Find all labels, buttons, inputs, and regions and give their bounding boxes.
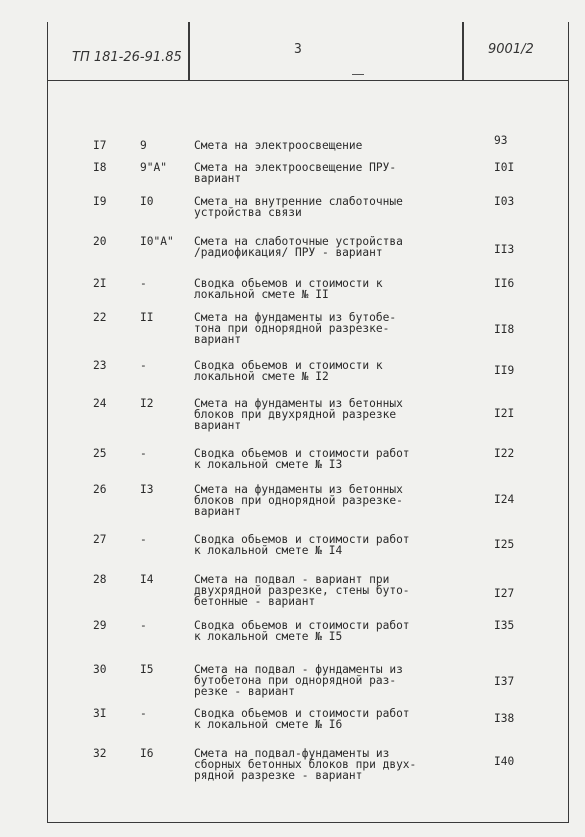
row-number: I9: [93, 195, 107, 208]
estimate-number: I0: [140, 195, 154, 208]
row-title-line: Смета на подвал - вариант при: [194, 573, 390, 586]
row-number: 23: [93, 359, 107, 372]
row-title-line: блоков при однорядной разрезке-: [194, 494, 403, 508]
row-number: 30: [93, 663, 107, 676]
row-title-line: локальной смете № I2: [194, 370, 329, 384]
page-dash: [352, 74, 364, 75]
estimate-number: -: [140, 277, 147, 290]
row-title: [194, 574, 456, 608]
document-sheet: [47, 22, 569, 823]
row-page: II3: [494, 243, 515, 256]
row-number: 29: [93, 619, 107, 632]
row-number: 28: [93, 573, 107, 586]
row-page: 93: [494, 134, 508, 147]
row-title-line: Сводка обьемов и стоимости к: [194, 359, 383, 372]
document-code: ТП 181-26-91.85: [72, 50, 182, 65]
row-title-line: Смета на подвал - фундаменты из: [194, 663, 403, 676]
row-title-line: локальной смете № II: [194, 288, 329, 302]
row-title-line: Смета на фундаменты из бетонных: [194, 483, 403, 496]
row-title: [194, 484, 456, 518]
row-title-line: Сводка обьемов и стоимости работ: [194, 707, 410, 720]
row-title-line: Сводка обьемов и стоимости работ: [194, 619, 410, 632]
row-title-line: Смета на подвал-фундаменты из: [194, 747, 390, 760]
row-title: [194, 398, 456, 432]
estimate-number: 9: [140, 139, 147, 152]
row-title-line: вариант: [194, 505, 242, 519]
row-number: 24: [93, 397, 107, 410]
row-title-line: к локальной смете № I4: [194, 544, 343, 558]
title-block-divider: [188, 22, 190, 80]
row-number: 26: [93, 483, 107, 496]
row-title-line: к локальной смете № I6: [194, 718, 343, 732]
row-title-line: устройства связи: [194, 206, 302, 220]
row-title-line: Смета на фундаменты из бутобе-: [194, 311, 397, 324]
row-title-line: резке - вариант: [194, 685, 296, 699]
row-page: I40: [494, 755, 515, 768]
row-page: I35: [494, 619, 515, 632]
row-title-line: Смета на электроосвещение: [194, 139, 363, 152]
row-number: 2I: [93, 277, 107, 290]
title-block: [48, 22, 568, 81]
estimate-number: -: [140, 533, 147, 546]
row-title-line: блоков при двухрядной разрезке: [194, 408, 397, 422]
row-number: 22: [93, 311, 107, 324]
row-page: I03: [494, 195, 515, 208]
row-title: [194, 620, 456, 642]
row-number: I7: [93, 139, 107, 152]
row-title-line: вариант: [194, 172, 242, 186]
row-title-line: Сводка обьемов и стоимости работ: [194, 533, 410, 546]
row-title: [194, 162, 456, 184]
estimate-number: -: [140, 707, 147, 720]
row-page: II8: [494, 323, 515, 336]
row-title-line: бетонные - вариант: [194, 595, 316, 609]
page-number: 3: [294, 42, 302, 57]
row-title: [194, 236, 456, 258]
row-title-line: Сводка обьемов и стоимости к: [194, 277, 383, 290]
estimate-number: I4: [140, 573, 154, 586]
row-title: [194, 748, 456, 782]
row-title-line: сборных бетонных блоков при двух-: [194, 758, 417, 772]
estimate-number: I2: [140, 397, 154, 410]
row-title: [194, 708, 456, 730]
estimate-number: I5: [140, 663, 154, 676]
row-number: 32: [93, 747, 107, 760]
row-title: [194, 140, 456, 151]
row-title-line: к локальной смете № I5: [194, 630, 343, 644]
estimate-number: I6: [140, 747, 154, 760]
estimate-number: -: [140, 619, 147, 632]
document-number: 9001/2: [488, 42, 534, 57]
row-title-line: Смета на фундаменты из бетонных: [194, 397, 403, 410]
row-page: I38: [494, 712, 515, 725]
estimate-number: I0"А": [140, 235, 174, 248]
row-title-line: вариант: [194, 333, 242, 347]
row-title-line: Смета на внутренние слаботочные: [194, 195, 403, 208]
estimate-number: -: [140, 359, 147, 372]
row-number: 20: [93, 235, 107, 248]
row-number: 25: [93, 447, 107, 460]
row-page: II6: [494, 277, 515, 290]
row-page: I25: [494, 538, 515, 551]
row-number: 27: [93, 533, 107, 546]
row-page: I24: [494, 493, 515, 506]
row-title: [194, 196, 456, 218]
estimate-number: I3: [140, 483, 154, 496]
title-block-divider: [462, 22, 464, 80]
row-title: [194, 278, 456, 300]
row-page: I0I: [494, 161, 515, 174]
row-title-line: Смета на электроосвещение ПРУ-: [194, 161, 397, 174]
row-title-line: Смета на слаботочные устройства: [194, 235, 403, 248]
row-title-line: двухрядной разрезке, стены буто-: [194, 584, 410, 598]
row-title-line: /радиофикация/ ПРУ - вариант: [194, 246, 383, 260]
estimate-number: -: [140, 447, 147, 460]
row-number: 3I: [93, 707, 107, 720]
row-title-line: тона при однорядной разрезке-: [194, 322, 390, 336]
row-page: II9: [494, 364, 515, 377]
row-title: [194, 360, 456, 382]
row-page: I2I: [494, 407, 515, 420]
row-title: [194, 448, 456, 470]
row-title: [194, 534, 456, 556]
row-title-line: вариант: [194, 419, 242, 433]
row-page: I37: [494, 675, 515, 688]
row-page: I22: [494, 447, 515, 460]
row-title: [194, 312, 456, 346]
row-page: I27: [494, 587, 515, 600]
row-title-line: бутобетона при однорядной раз-: [194, 674, 397, 688]
row-title-line: к локальной смете № I3: [194, 458, 343, 472]
estimate-number: II: [140, 311, 154, 324]
row-title-line: рядной разрезке - вариант: [194, 769, 363, 783]
row-number: I8: [93, 161, 107, 174]
row-title: [194, 664, 456, 698]
estimate-number: 9"А": [140, 161, 167, 174]
row-title-line: Сводка обьемов и стоимости работ: [194, 447, 410, 460]
